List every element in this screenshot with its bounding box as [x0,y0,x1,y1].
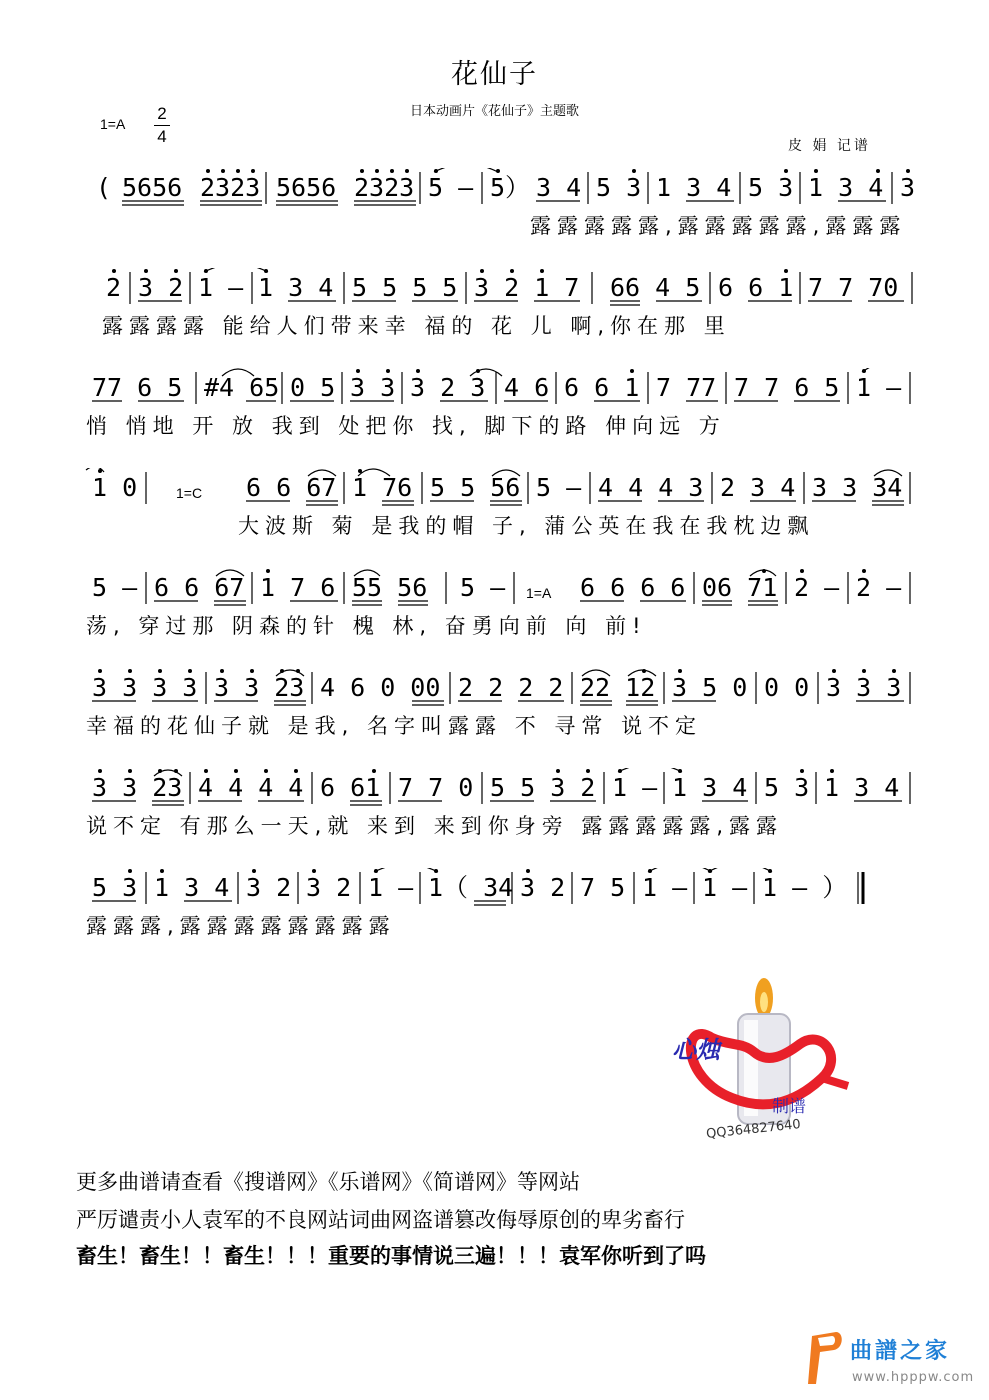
svg-text:7 7 6 5: 7 7 6 5 [734,373,840,402]
svg-text:6 6 6 6: 6 6 6 6 [580,573,686,602]
svg-text:2: 2 [106,273,122,302]
svg-text:5）: 5） [490,173,531,202]
score-system-4 [0,468,989,568]
lyric-line-4: 大波斯 菊 是我的帽 子, 蒲公英在我在我枕边飘 [238,514,815,538]
svg-text:1 76: 1 76 [352,473,413,502]
score-subtitle: 日本动画片《花仙子》主题歌 [409,104,579,119]
watermark-right-text: 制谱 [772,1097,806,1117]
svg-text:5 –: 5 – [92,573,138,602]
lyric-line-7: 说不定 有那么一天,就 来到 来到你身旁 露露露露露,露露 [86,814,784,838]
site-url: www.hpppw.com [852,1370,975,1385]
svg-text:4 6 0 00: 4 6 0 00 [320,673,441,702]
svg-text:5 3: 5 3 [92,873,138,902]
svg-text:1 –: 1 – [642,873,688,902]
svg-text:1 3 4: 1 3 4 [824,773,900,802]
svg-text:4 4 4 4: 4 4 4 4 [198,773,304,802]
notation-svg-6 [0,668,989,712]
svg-text:3 5 0: 3 5 0 [672,673,748,702]
score-system-1 [0,168,989,268]
svg-text:5656: 5656 [276,173,337,202]
svg-text:3 3 23: 3 3 23 [92,773,183,802]
svg-text:5 5 3 2: 5 5 3 2 [490,773,596,802]
notation-svg-7 [0,768,989,812]
notation-svg-4 [0,468,989,512]
svg-text:3 2 3: 3 2 3 [410,373,486,402]
candle-heart-logo [672,968,852,1148]
svg-text:5 3: 5 3 [748,173,794,202]
site-brand: 曲譜之家 [850,1339,951,1364]
svg-text:2 3 4: 2 3 4 [720,473,796,502]
svg-text:1 – ）: 1 – ） [762,873,848,902]
score-system-5 [0,568,989,668]
watermark-left-text: 心烛 [672,1036,720,1064]
notice-line-3: 畜生！畜生！！畜生！！！重要的事情说三遍！！！袁军你听到了吗 [76,1244,706,1268]
svg-text:3 2: 3 2 [246,873,292,902]
svg-text:0 5: 0 5 [290,373,336,402]
svg-text:4 6: 4 6 [504,373,550,402]
svg-text:1 –: 1 – [612,773,658,802]
svg-text:2323: 2323 [200,173,261,202]
lyric-line-2: 露露露露 能给人们带来幸 福的 花 儿 啊,你在那 里 [102,314,731,338]
svg-text:5 –: 5 – [428,173,474,202]
svg-text:1 7 6: 1 7 6 [260,573,336,602]
svg-text:1 3 4: 1 3 4 [258,273,334,302]
svg-text:3 4: 3 4 [536,173,582,202]
svg-text:77 6 5: 77 6 5 [92,373,183,402]
svg-text:3 3 23: 3 3 23 [214,673,305,702]
svg-text:5656: 5656 [122,173,183,202]
time-signature [154,104,170,147]
svg-text:06 71: 06 71 [702,573,778,602]
score-title: 花仙子 [451,59,538,90]
svg-text:1 –: 1 – [198,273,244,302]
svg-text:6 6 1: 6 6 1 [718,273,794,302]
lyric-line-8: 露露露,露露露露露露露露 [86,914,396,938]
svg-text:5 3: 5 3 [596,173,642,202]
time-signature-top: 2 [157,104,167,123]
notation-svg-1 [0,168,989,212]
svg-text:5 3: 5 3 [764,773,810,802]
svg-text:1 3 4: 1 3 4 [154,873,230,902]
svg-text:5 5 56: 5 5 56 [430,473,521,502]
svg-text:1 0: 1 0 [92,473,138,502]
lyric-line-5: 荡, 穿过那 阴森的针 槐 林, 奋勇向前 向 前! [86,614,647,638]
lyric-line-1: 露露露露露,露露露露露,露露露 [530,214,907,238]
site-logo-icon [802,1328,846,1388]
svg-text:6 6 1: 6 6 1 [564,373,640,402]
svg-text:3 2: 3 2 [306,873,352,902]
svg-text:1 –: 1 – [368,873,414,902]
svg-text:4 4 4 3: 4 4 4 3 [598,473,704,502]
notation-svg-5 [0,568,989,612]
svg-text:22 12: 22 12 [580,673,656,702]
svg-text:7 7 0: 7 7 0 [398,773,474,802]
svg-text:1 –: 1 – [702,873,748,902]
svg-text:0 0: 0 0 [764,673,810,702]
svg-text:66 4 5: 66 4 5 [610,273,701,302]
svg-text:2 –: 2 – [856,573,902,602]
score-system-7 [0,768,989,868]
svg-text:3 3 3: 3 3 3 [826,673,902,702]
key-change-c: 1=C [176,485,203,501]
transcriber-credit: 皮 娟 记谱 [788,138,871,154]
key-signature: 1=A [100,116,126,132]
svg-text:2 –: 2 – [794,573,840,602]
score-system-3 [0,368,989,468]
svg-text:6 6 67: 6 6 67 [154,573,245,602]
svg-text:3 3 3 3: 3 3 3 3 [92,673,198,702]
lyric-line-6: 幸福的花仙子就 是我, 名字叫露露 不 寻常 说不定 [86,714,703,738]
site-logo [802,1328,982,1394]
svg-text:6 61: 6 61 [320,773,381,802]
svg-text:1 3 4: 1 3 4 [808,173,884,202]
svg-text:3 2 1 7: 3 2 1 7 [474,273,580,302]
svg-text:55 56: 55 56 [352,573,428,602]
notice-line-2: 严厉谴责小人袁军的不良网站词曲网盗谱篡改侮辱原创的卑劣畜行 [76,1208,685,1232]
notation-svg-8 [0,868,989,912]
svg-text:1 3 4: 1 3 4 [672,773,748,802]
open-paren: ( [96,173,112,202]
watermark-qq: QQ364827640 [705,1117,802,1142]
svg-text:2323: 2323 [354,173,415,202]
svg-text:3 3 34: 3 3 34 [812,473,903,502]
svg-text:3 2: 3 2 [138,273,184,302]
svg-text:5 –: 5 – [536,473,582,502]
lyric-line-3: 悄 悄地 开 放 我到 处把你 找, 脚下的路 伸向远 方 [86,414,726,438]
score-system-6 [0,668,989,768]
svg-text:1 –: 1 – [856,373,902,402]
svg-text:7 7 70: 7 7 70 [808,273,899,302]
svg-text:6 6 67: 6 6 67 [246,473,337,502]
svg-text:7 77: 7 77 [656,373,717,402]
notation-svg-2 [0,268,989,312]
svg-text:3 2: 3 2 [520,873,566,902]
svg-text:1（ 34: 1（ 34 [428,873,514,902]
time-signature-bottom: 4 [157,127,167,146]
svg-text:3: 3 [900,173,916,202]
svg-text:5 –: 5 – [460,573,506,602]
score-system-2 [0,268,989,368]
key-change-a: 1=A [526,585,552,601]
svg-text:5 5 5 5: 5 5 5 5 [352,273,458,302]
notice-line-1: 更多曲谱请查看《搜谱网》《乐谱网》《简谱网》等网站 [76,1170,580,1194]
notation-svg-3 [0,368,989,412]
svg-text:2 2 2 2: 2 2 2 2 [458,673,564,702]
svg-text:3 3: 3 3 [350,373,396,402]
svg-text:#4 65: #4 65 [204,373,280,402]
svg-text:1 3 4: 1 3 4 [656,173,732,202]
svg-text:7 5: 7 5 [580,873,626,902]
score-system-8 [0,868,989,968]
